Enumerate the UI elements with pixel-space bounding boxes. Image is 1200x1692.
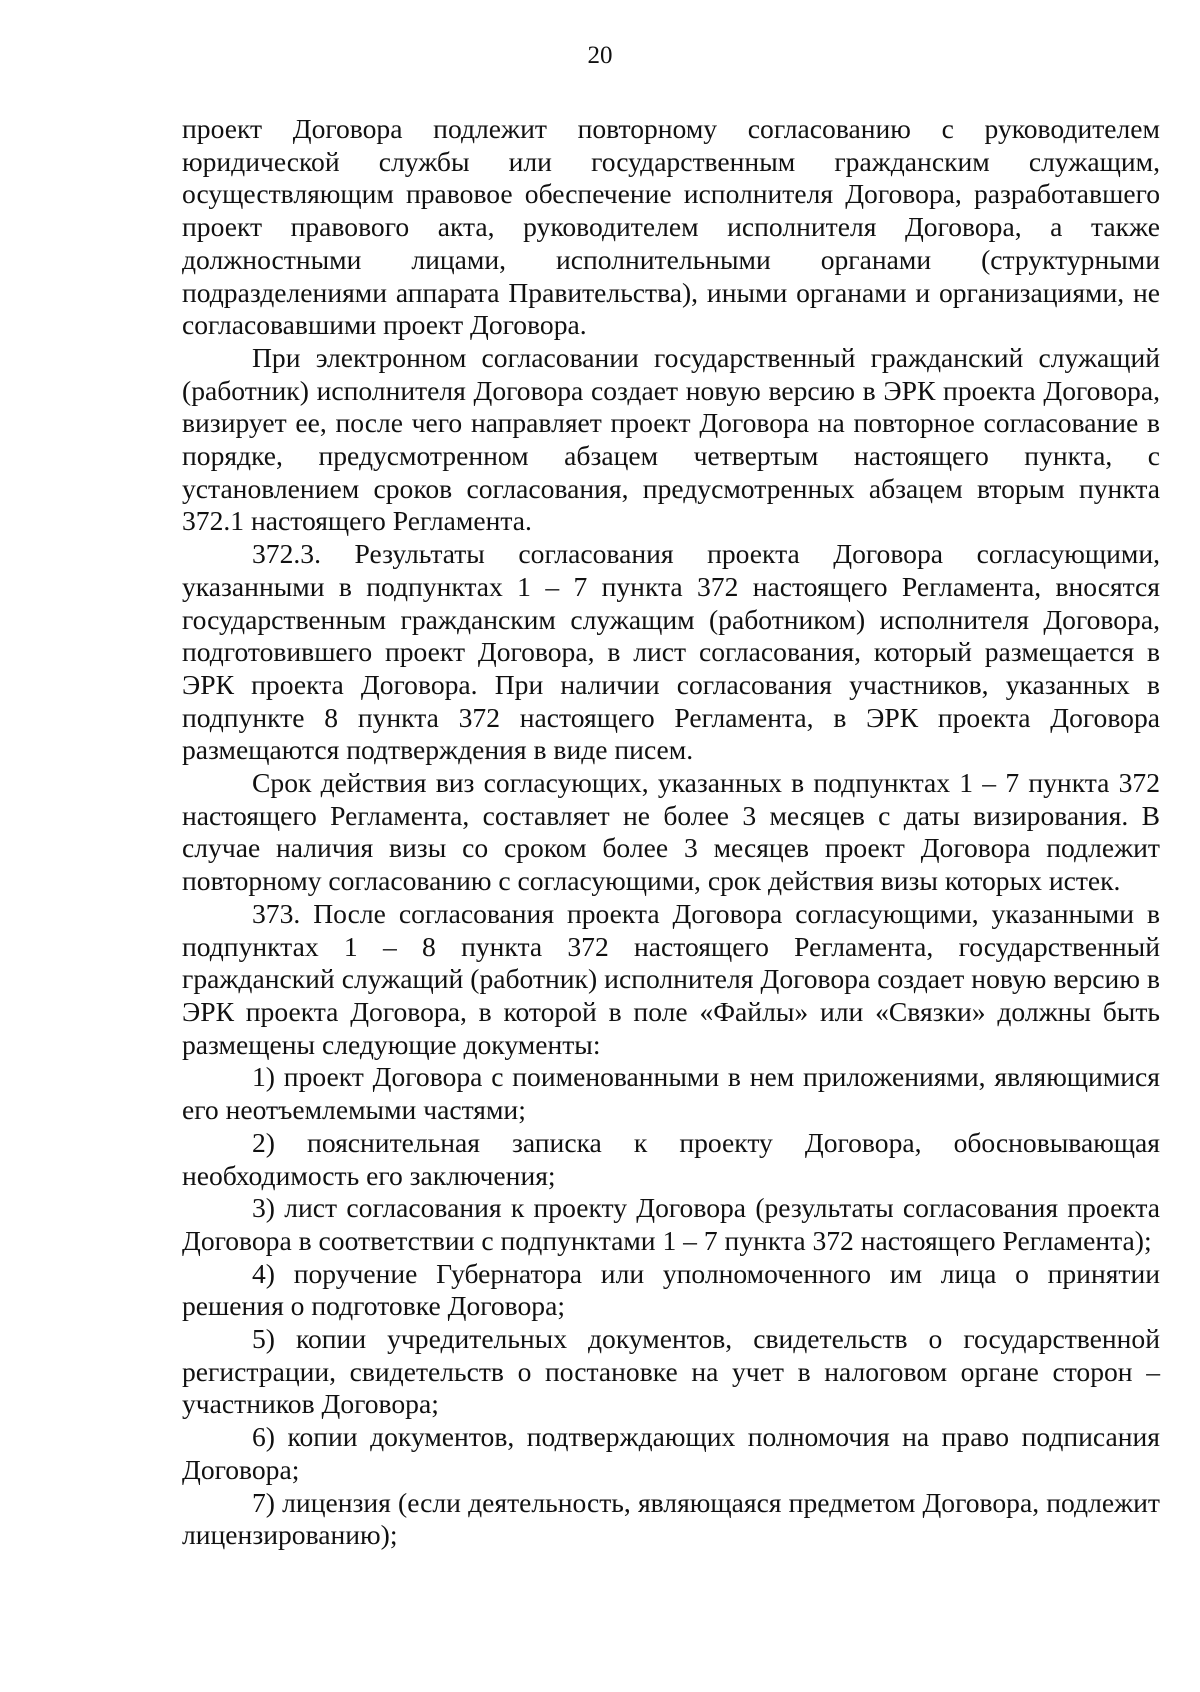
- list-item-7: 7) лицензия (если деятельность, являющаяся предметом Договора, подлежит лицензированию);: [182, 1486, 1160, 1551]
- paragraph-visa-term: Срок действия виз согласующих, указанных в подпунктах 1 – 7 пункта 372 настоящего Регламента, составляет не более 3 месяцев с даты визирования. В случае наличия визы со сроком более 3 месяцев проект Договора подлежит повторному согласованию с согласующими, срок действия визы которых истек.: [182, 767, 1160, 897]
- list-item-3: 3) лист согласования к проекту Договора (результаты согласования проекта Договора в соответствии с подпунктами 1 – 7 пункта 372 настоящего Регламента);: [182, 1192, 1160, 1256]
- paragraph-continuation: проект Договора подлежит повторному согласованию с руководителем юридической службы или государственным гражданским служащим, осуществляющим правовое обеспечение исполнителя Договора, разработавшего проект правового акта, руководителем исполнителя Договора, а также должностными лицами, исполнительными органами (структурными подразделениями аппарата Правительства), иными органами и организациями, не согласовавшими проект Договора.: [182, 113, 1160, 341]
- list-item-6: 6) копии документов, подтверждающих полномочия на право подписания Договора;: [182, 1421, 1160, 1485]
- list-item-2: 2) пояснительная записка к проекту Договора, обосновывающая необходимость его заключения;: [182, 1126, 1160, 1191]
- list-item-4: 4) поручение Губернатора или уполномоченного им лица о принятии решения о подготовке Договора;: [182, 1257, 1160, 1322]
- paragraph-372-3: 372.3. Результаты согласования проекта Договора согласующими, указанными в подпунктах 1 – 7 пункта 372 настоящего Регламента, вносятся государственным гражданским служащим (работником) исполнителя Договора, подготовившего проект Договора, в лист согласования, который размещается в ЭРК проекта Договора. При наличии согласования участников, указанных в подпункте 8 пункта 372 настоящего Регламента, в ЭРК проекта Договора размещаются подтверждения в виде писем.: [182, 538, 1160, 766]
- paragraph-373: 373. После согласования проекта Договора согласующими, указанными в подпунктах 1 – 8 пункта 372 настоящего Регламента, государственный гражданский служащий (работник) исполнителя Договора создает новую версию в ЭРК проекта Договора, в которой в поле «Файлы» или «Связки» должны быть размещены следующие документы:: [182, 897, 1160, 1060]
- document-body: [182, 113, 1160, 1552]
- page-number: 20: [587, 42, 613, 69]
- paragraph-electronic-approval: При электронном согласовании государственный гражданский служащий (работник) исполнителя Договора создает новую версию в ЭРК проекта Договора, визирует ее, после чего направляет проект Договора на повторное согласование в порядке, предусмотренном абзацем четвертым настоящего пункта, с установлением сроков согласования, предусмотренных абзацем вторым пункта 372.1 настоящего Регламента.: [182, 341, 1160, 537]
- list-item-5: 5) копии учредительных документов, свидетельств о государственной регистрации, свидетельств о постановке на учет в налоговом органе сторон – участников Договора;: [182, 1323, 1160, 1420]
- list-item-1: 1) проект Договора с поименованными в нем приложениями, являющимися его неотъемлемыми частями;: [182, 1061, 1160, 1126]
